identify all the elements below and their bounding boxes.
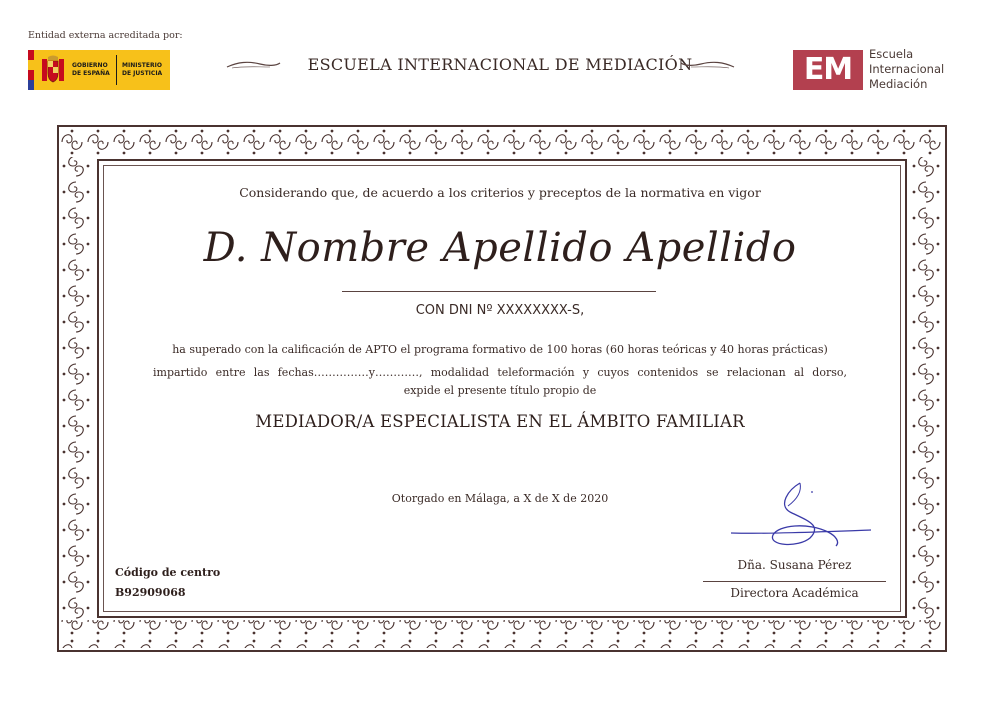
school-logo: [793, 47, 944, 92]
gov-logo-right-text: MINISTERIO DE JUSTICIA: [122, 62, 163, 77]
em-logo-line2: Internacional: [869, 62, 945, 76]
accreditation-label: Entidad externa acreditada por:: [28, 30, 183, 41]
signer-role: Directora Académica: [730, 586, 859, 600]
right-swash-ornament: [680, 58, 735, 72]
body-line-3: expide el presente título propio de: [403, 384, 597, 397]
considering-text: Considerando que, de acuerdo a los criterios y preceptos de la normativa en vigor: [239, 185, 761, 200]
body-line-2: impartido entre las fechas……………y…………, modalidad teleformación y cuyos contenidos se relacionan al dorso,: [153, 366, 847, 379]
signer-name: Dña. Susana Pérez: [737, 558, 852, 572]
signer-underline: [703, 581, 886, 582]
recipient-dni: CON DNI Nº XXXXXXXX-S,: [415, 303, 585, 318]
body-line-1: ha superado con la calificación de APTO el programa formativo de 100 horas (60 horas teóricas y 40 horas prácticas): [172, 343, 828, 356]
recipient-name: D. Nombre Apellido Apellido: [203, 225, 797, 271]
em-logo-line1: Escuela: [869, 47, 914, 61]
school-title: ESCUELA INTERNACIONAL DE MEDIACIÓN: [307, 55, 693, 74]
degree-title: MEDIADOR/A ESPECIALISTA EN EL ÁMBITO FAMILIAR: [255, 412, 745, 431]
granted-date: Otorgado en Málaga, a X de X de 2020: [391, 492, 609, 505]
center-code-label: Código de centro: [115, 566, 221, 579]
em-logo-mark: EM: [793, 50, 863, 90]
em-logo-words: [869, 47, 944, 92]
gov-logo-left-text: GOBIERNO DE ESPAÑA: [72, 62, 110, 77]
handwritten-signature: [728, 480, 878, 555]
center-code-block: [115, 563, 220, 603]
name-underline: [342, 291, 656, 292]
center-code-value: B92909068: [115, 586, 186, 599]
em-logo-line3: Mediación: [869, 77, 928, 91]
